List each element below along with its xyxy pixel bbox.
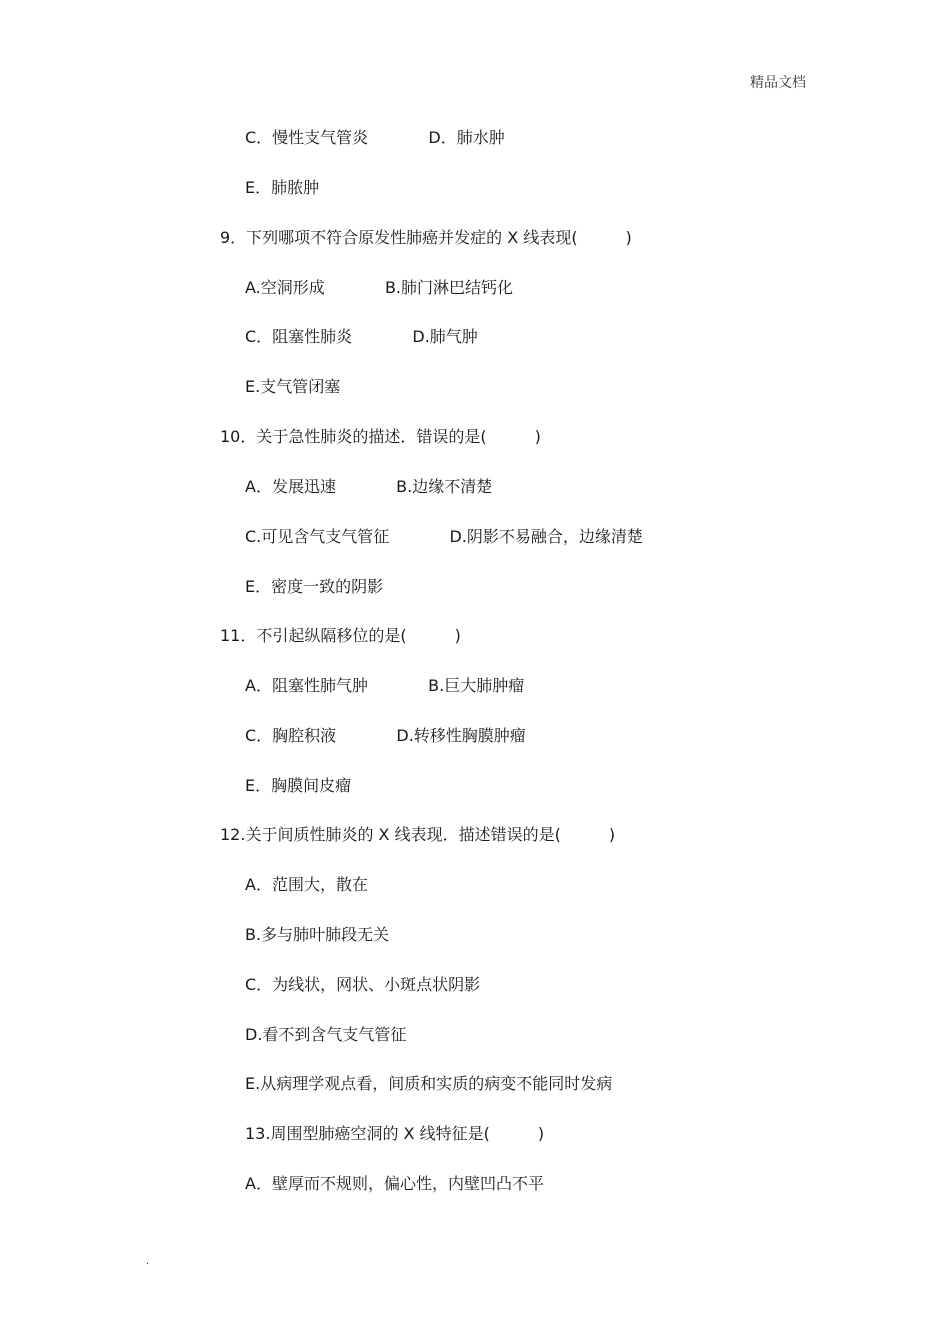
- option-a: A．阻塞性肺气肿: [245, 676, 368, 695]
- question-13: 13.周围型肺癌空洞的 X 线特征是( ): [245, 1124, 545, 1143]
- option-b: B.巨大肺肿瘤: [428, 676, 525, 695]
- option-row: [245, 725, 526, 747]
- option-c: C．为线状，网状、小斑点状阴影: [245, 975, 481, 994]
- option-row: [245, 526, 643, 548]
- option-c: C.可见含气支气管征: [245, 527, 390, 546]
- option-d: D.阴影不易融合，边缘清楚: [449, 527, 643, 546]
- question-9: 9．下列哪项不符合原发性肺癌并发症的 X 线表现( ): [220, 228, 632, 247]
- option-d: D.看不到含气支气管征: [245, 1025, 407, 1044]
- option-d: D.肺气肿: [412, 327, 478, 346]
- option-e: E.支气管闭塞: [245, 377, 341, 396]
- option-e: E．胸膜间皮瘤: [245, 776, 352, 795]
- option-e: E．肺脓肿: [245, 178, 320, 197]
- option-e: E.从病理学观点看，间质和实质的病变不能同时发病: [245, 1074, 613, 1093]
- question-11: 11．不引起纵隔移位的是( ): [220, 626, 461, 645]
- option-row: [245, 127, 505, 149]
- header-tag: 精品文档: [750, 75, 806, 91]
- option-row: [245, 476, 492, 498]
- option-b: B.多与肺叶肺段无关: [245, 925, 390, 944]
- option-b: B.肺门淋巴结钙化: [384, 278, 514, 297]
- option-row: [245, 326, 478, 348]
- option-b: B.边缘不清楚: [396, 477, 493, 496]
- option-d: D．肺水肿: [428, 128, 505, 147]
- option-row: [245, 277, 513, 299]
- footer-mark: .: [146, 1256, 150, 1267]
- option-a: A．发展迅速: [245, 477, 336, 496]
- option-d: D.转移性胸膜肿瘤: [396, 726, 526, 745]
- option-a: A．范围大，散在: [245, 875, 368, 894]
- question-12: 12.关于间质性肺炎的 X 线表现．描述错误的是( ): [220, 825, 616, 844]
- option-a: A．壁厚而不规则，偏心性，内壁凹凸不平: [245, 1174, 544, 1193]
- option-c: C．阻塞性肺炎: [245, 327, 353, 346]
- option-row: [245, 675, 524, 697]
- option-e: E．密度一致的阴影: [245, 577, 384, 596]
- option-c: C．慢性支气管炎: [245, 128, 369, 147]
- option-a: A.空洞形成: [245, 278, 325, 297]
- option-c: C．胸腔积液: [245, 726, 337, 745]
- question-10: 10．关于急性肺炎的描述．错误的是( ): [220, 427, 541, 446]
